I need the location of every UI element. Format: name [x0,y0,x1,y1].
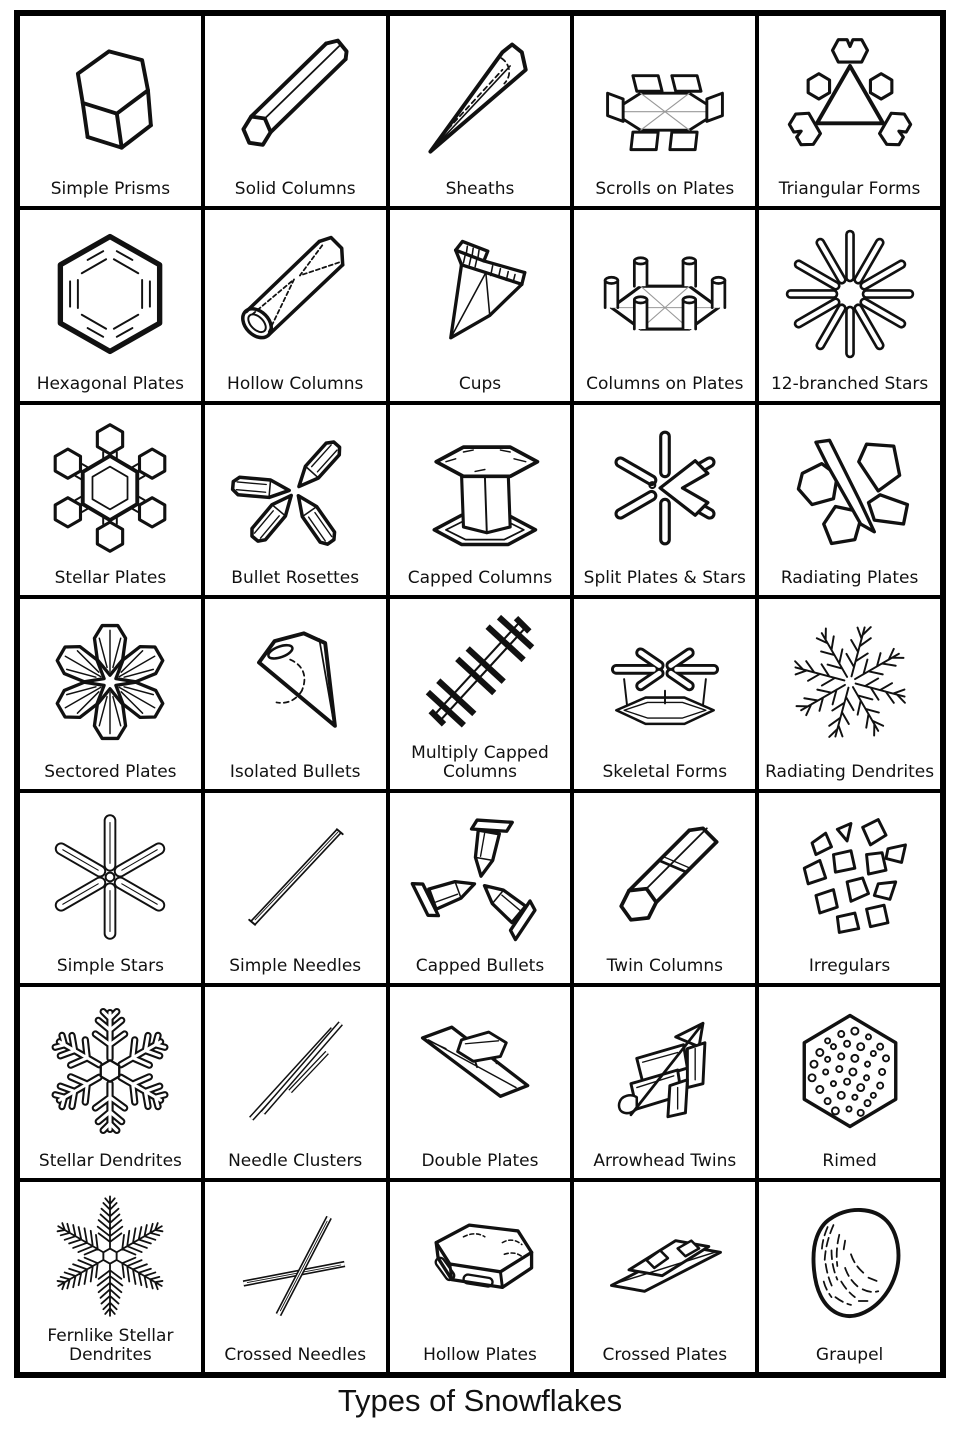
triangular-forms-illustration [761,19,938,180]
cell-label: Columns on Plates [586,373,744,394]
grid-cell-radiating-dendrites [757,597,942,791]
grid-cell-graupel [757,1180,942,1374]
hollow-plates-illustration [392,1185,569,1346]
grid-cell-stellar-plates [18,403,203,597]
cell-label: Double Plates [421,1150,539,1171]
cell-label: Scrolls on Plates [595,179,735,200]
cell-label: Twin Columns [606,956,723,977]
grid-cell-scrolls-on-plates [572,14,757,208]
grid-cell-hollow-plates [388,1180,573,1374]
twin-columns-illustration [576,796,753,957]
arrowhead-twins-illustration [576,990,753,1151]
needle-clusters-illustration [207,990,384,1151]
grid-cell-irregulars [757,791,942,985]
hexagonal-plates-illustration [22,213,199,374]
grid-cell-rimed [757,985,942,1179]
grid-cell-crossed-needles [203,1180,388,1374]
grid-cell-double-plates [388,985,573,1179]
cell-label: Simple Needles [229,956,362,977]
cell-label: Sheaths [445,179,515,200]
radiating-plates-illustration [761,408,938,569]
sectored-plates-illustration [22,602,199,763]
solid-columns-illustration [207,19,384,180]
cell-label: Simple Stars [56,956,164,977]
grid-cell-sheaths [388,14,573,208]
fernlike-stellar-dendrites-illustration [22,1185,199,1327]
grid-cell-fernlike-stellar-dendrites [18,1180,203,1374]
grid-cell-arrowhead-twins [572,985,757,1179]
simple-prisms-illustration [22,19,199,180]
grid-cell-hollow-columns [203,208,388,402]
grid-cell-twelve-branched-stars [757,208,942,402]
scrolls-on-plates-illustration [576,19,753,180]
cell-label: Arrowhead Twins [593,1150,737,1171]
cell-label: Hollow Plates [423,1344,537,1365]
cell-label: Graupel [815,1344,884,1365]
chart-title: Types of Snowflakes [337,1383,623,1418]
snowflake-type-grid [14,10,946,1378]
grid-cell-simple-prisms [18,14,203,208]
stellar-dendrites-illustration [22,990,199,1151]
crossed-plates-illustration [576,1185,753,1346]
grid-cell-twin-columns [572,791,757,985]
grid-cell-columns-on-plates [572,208,757,402]
capped-bullets-illustration [392,796,569,957]
cell-label: Skeletal Forms [602,762,728,783]
grid-cell-hexagonal-plates [18,208,203,402]
simple-stars-illustration [22,796,199,957]
cell-label: Rimed [822,1150,877,1171]
grid-cell-radiating-plates [757,403,942,597]
radiating-dendrites-illustration [761,602,938,763]
cell-label: Capped Bullets [415,956,545,977]
grid-cell-needle-clusters [203,985,388,1179]
grid-cell-triangular-forms [757,14,942,208]
grid-cell-multiply-capped-columns [388,597,573,791]
cell-label: Crossed Needles [224,1344,367,1365]
cell-label: Hexagonal Plates [36,373,185,394]
rimed-illustration [761,990,938,1151]
isolated-bullets-illustration [207,602,384,763]
twelve-branched-stars-illustration [761,213,938,374]
cell-label: Isolated Bullets [229,762,361,783]
cell-label: Stellar Plates [54,567,167,588]
stellar-plates-illustration [22,408,199,569]
grid-cell-cups [388,208,573,402]
grid-cell-bullet-rosettes [203,403,388,597]
grid-cell-skeletal-forms [572,597,757,791]
capped-columns-illustration [392,408,569,569]
cell-label: Fernlike Stellar Dendrites [47,1325,174,1365]
cell-label: Irregulars [808,956,891,977]
double-plates-illustration [392,990,569,1151]
grid-cell-capped-columns [388,403,573,597]
cell-label: Solid Columns [234,179,356,200]
cell-label: Triangular Forms [778,179,921,200]
cell-label: Cups [458,373,502,394]
cell-label: Bullet Rosettes [231,567,360,588]
cell-label: Split Plates & Stars [583,567,746,588]
cell-label: Radiating Plates [780,567,919,588]
grid-cell-simple-stars [18,791,203,985]
grid-cell-simple-needles [203,791,388,985]
grid-cell-capped-bullets [388,791,573,985]
columns-on-plates-illustration [576,213,753,374]
grid-cell-sectored-plates [18,597,203,791]
cell-label: Multiply Capped Columns [411,743,549,783]
crossed-needles-illustration [207,1185,384,1346]
cell-label: Stellar Dendrites [38,1150,182,1171]
cell-label: Capped Columns [407,567,553,588]
sheaths-illustration [392,19,569,180]
cell-label: Sectored Plates [44,762,177,783]
grid-cell-split-plates-stars [572,403,757,597]
cell-label: 12-branched Stars [770,373,929,394]
hollow-columns-illustration [207,213,384,374]
grid-cell-stellar-dendrites [18,985,203,1179]
grid-cell-crossed-plates [572,1180,757,1374]
cell-label: Needle Clusters [228,1150,363,1171]
split-plates-stars-illustration [576,408,753,569]
multiply-capped-columns-illustration [392,602,569,744]
cups-illustration [392,213,569,374]
grid-cell-solid-columns [203,14,388,208]
cell-label: Hollow Columns [227,373,364,394]
bullet-rosettes-illustration [207,408,384,569]
simple-needles-illustration [207,796,384,957]
cell-label: Crossed Plates [602,1344,728,1365]
grid-cell-isolated-bullets [203,597,388,791]
irregulars-illustration [761,796,938,957]
cell-label: Radiating Dendrites [765,762,935,783]
skeletal-forms-illustration [576,602,753,763]
cell-label: Simple Prisms [50,179,171,200]
graupel-illustration [761,1185,938,1346]
